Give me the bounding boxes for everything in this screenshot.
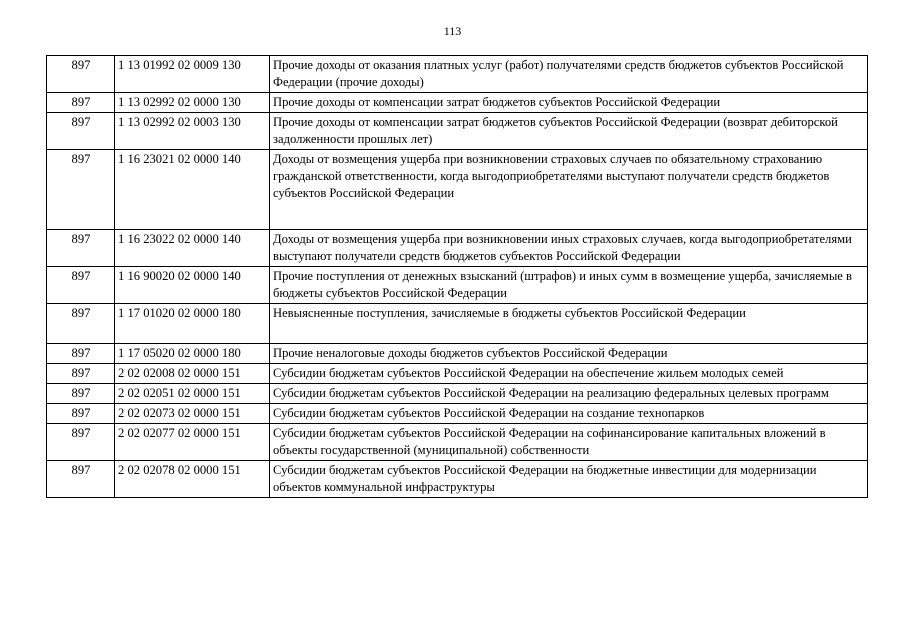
revenue-name-cell: Прочие неналоговые доходы бюджетов субъектов Российской Федерации (270, 344, 868, 364)
revenue-name-cell: Доходы от возмещения ущерба при возникновении страховых случаев по обязательному страхованию гражданской ответственности, когда выгодоприобретателями выступают получатели средств бюджетов субъектов Российской Федерации (270, 150, 868, 230)
admin-code-cell: 897 (47, 150, 115, 230)
revenue-name-cell: Прочие доходы от компенсации затрат бюджетов субъектов Российской Федерации (270, 93, 868, 113)
table-row (47, 461, 868, 498)
admin-code-cell: 897 (47, 424, 115, 461)
admin-code-cell: 897 (47, 113, 115, 150)
budget-code-cell: 1 13 02992 02 0000 130 (115, 93, 270, 113)
budget-code-cell: 1 13 02992 02 0003 130 (115, 113, 270, 150)
budget-code-cell: 2 02 02078 02 0000 151 (115, 461, 270, 498)
revenue-name-cell: Прочие поступления от денежных взысканий (штрафов) и иных сумм в возмещение ущерба, зачисляемые в бюджеты субъектов Российской Федерации (270, 267, 868, 304)
revenue-name-cell: Прочие доходы от оказания платных услуг (работ) получателями средств бюджетов субъектов Российской Федерации (прочие доходы) (270, 56, 868, 93)
budget-code-cell: 2 02 02073 02 0000 151 (115, 404, 270, 424)
admin-code-cell: 897 (47, 93, 115, 113)
table-row (47, 150, 868, 230)
table-row (47, 404, 868, 424)
revenue-name-cell: Субсидии бюджетам субъектов Российской Федерации на создание технопарков (270, 404, 868, 424)
revenue-name-cell: Прочие доходы от компенсации затрат бюджетов субъектов Российской Федерации (возврат дебиторской задолженности прошлых лет) (270, 113, 868, 150)
admin-code-cell: 897 (47, 461, 115, 498)
revenue-classification-table (46, 55, 868, 498)
table-row (47, 424, 868, 461)
revenue-name-cell: Субсидии бюджетам субъектов Российской Федерации на софинансирование капитальных вложений в объекты государственной (муниципальной) собственности (270, 424, 868, 461)
budget-code-cell: 1 13 01992 02 0009 130 (115, 56, 270, 93)
table-row (47, 384, 868, 404)
budget-code-cell: 1 17 01020 02 0000 180 (115, 304, 270, 344)
admin-code-cell: 897 (47, 404, 115, 424)
table-row (47, 304, 868, 344)
revenue-name-cell: Невыясненные поступления, зачисляемые в бюджеты субъектов Российской Федерации (270, 304, 868, 344)
revenue-name-cell: Субсидии бюджетам субъектов Российской Федерации на реализацию федеральных целевых программ (270, 384, 868, 404)
admin-code-cell: 897 (47, 267, 115, 304)
budget-code-cell: 2 02 02077 02 0000 151 (115, 424, 270, 461)
table-row (47, 93, 868, 113)
admin-code-cell: 897 (47, 230, 115, 267)
page-number: 113 (443, 24, 462, 38)
table-row (47, 344, 868, 364)
budget-code-cell: 1 16 90020 02 0000 140 (115, 267, 270, 304)
budget-code-cell: 1 16 23022 02 0000 140 (115, 230, 270, 267)
admin-code-cell: 897 (47, 304, 115, 344)
admin-code-cell: 897 (47, 364, 115, 384)
budget-code-cell: 1 17 05020 02 0000 180 (115, 344, 270, 364)
table-row (47, 364, 868, 384)
revenue-name-cell: Субсидии бюджетам субъектов Российской Федерации на обеспечение жильем молодых семей (270, 364, 868, 384)
budget-code-cell: 2 02 02008 02 0000 151 (115, 364, 270, 384)
table-row (47, 230, 868, 267)
revenue-name-cell: Субсидии бюджетам субъектов Российской Федерации на бюджетные инвестиции для модернизации объектов коммунальной инфраструктуры (270, 461, 868, 498)
admin-code-cell: 897 (47, 384, 115, 404)
revenue-name-cell: Доходы от возмещения ущерба при возникновении иных страховых случаев, когда выгодоприобретателями выступают получатели средств бюджетов субъектов Российской Федерации (270, 230, 868, 267)
table-row (47, 267, 868, 304)
admin-code-cell: 897 (47, 56, 115, 93)
table-row (47, 113, 868, 150)
admin-code-cell: 897 (47, 344, 115, 364)
budget-code-cell: 1 16 23021 02 0000 140 (115, 150, 270, 230)
table-row (47, 56, 868, 93)
budget-code-cell: 2 02 02051 02 0000 151 (115, 384, 270, 404)
